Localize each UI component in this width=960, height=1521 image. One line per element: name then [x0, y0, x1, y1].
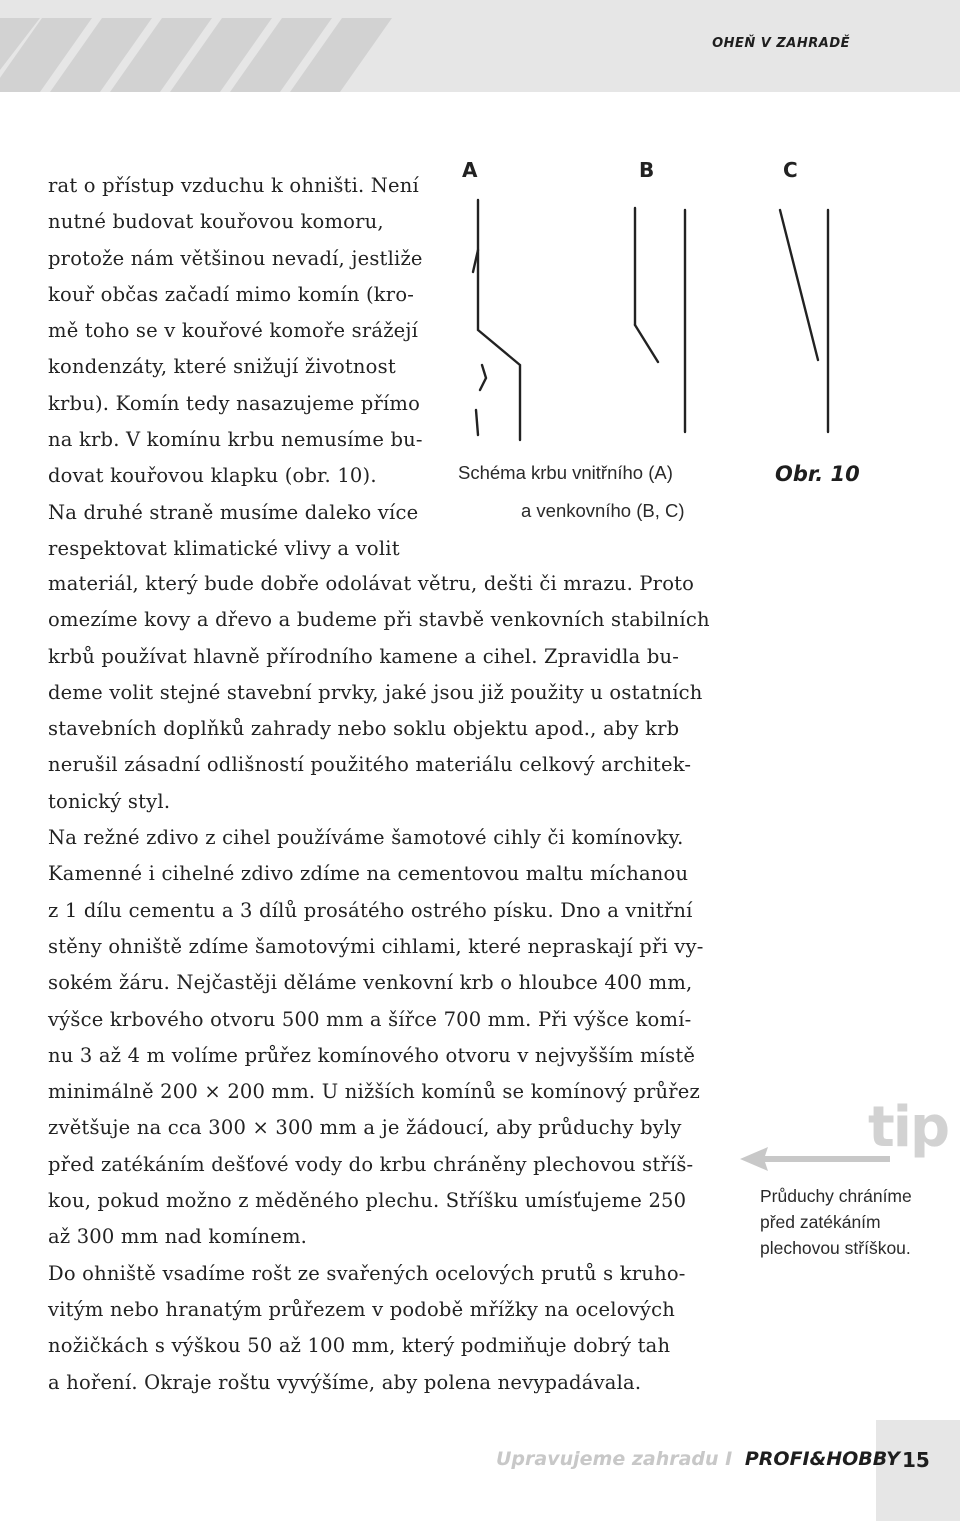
tip-box: [740, 1095, 960, 1295]
text-line: krbů používat hlavně přírodního kamene a cihel. Zpravidla bu-: [48, 644, 680, 668]
text-line: až 300 mm nad komínem.: [48, 1225, 308, 1249]
text-line: minimálně 200 × 200 mm. U nižších komínů se komínový průřez: [48, 1080, 701, 1104]
figure-caption-line-1: Schéma krbu vnitřního (A): [458, 462, 673, 483]
text-line: deme volit stejné stavební prvky, jaké jsou již použity u ostatních: [48, 680, 703, 704]
text-line: nožičkách s výškou 50 až 100 mm, který podmiňuje dobrý tah: [48, 1334, 671, 1358]
text-line: nerušil zásadní odlišností použitého materiálu celkový architek-: [48, 753, 692, 777]
text-line: protože nám většinou nevadí, jestliže: [48, 246, 423, 270]
text-line: krbu). Komín tedy nasazujeme přímo: [48, 391, 421, 415]
text-line: stěny ohniště zdíme šamotovými cihlami, které nepraskají při vy-: [48, 934, 704, 958]
text-line: stavebních doplňků zahrady nebo soklu objektu apod., aby krb: [48, 717, 680, 741]
text-line: kondenzáty, které snižují životnost: [48, 355, 396, 379]
tip-heading: tip: [868, 1095, 949, 1160]
main-paragraphs: [48, 566, 738, 1401]
figure-letter-a: A: [462, 158, 478, 182]
text-line: respektovat klimatické vlivy a volit: [48, 536, 400, 560]
text-line: omezíme kovy a dřevo a budeme při stavbě venkovních stabilních: [48, 608, 710, 632]
page-number: 15: [902, 1448, 930, 1472]
text-line: rat o přístup vzduchu k ohništi. Není: [48, 174, 419, 197]
brand-logo: PROFI&HOBBY: [744, 1448, 900, 1470]
schematic-a-detail: [480, 365, 486, 390]
schematic-a-left-wall: [478, 200, 520, 440]
text-line: Do ohniště vsadíme rošt ze svařených ocelových prutů s kruho-: [48, 1261, 686, 1285]
text-line: Kamenné i cihelné zdivo zdíme na cementovou maltu míchanou: [48, 862, 689, 886]
figure-caption-line-2: a venkovního (B, C): [521, 500, 685, 521]
text-line: a hoření. Okraje roštu vyvýšíme, aby polena nevypadávala.: [48, 1370, 642, 1394]
text-line: vitým nebo hranatým průřezem v podobě mřížky na ocelových: [48, 1297, 675, 1321]
figure-label: Obr. 10: [775, 462, 860, 486]
text-line: mě toho se v kouřové komoře srážejí: [48, 319, 419, 343]
intro-paragraph: [48, 168, 448, 567]
publication-title: Upravujeme zahradu I: [496, 1448, 733, 1470]
text-line: sokém žáru. Nejčastěji děláme venkovní krb o hloubce 400 mm,: [48, 971, 693, 995]
text-line: kou, pokud možno z měděného plechu. Stříšku umísťujeme 250: [48, 1189, 687, 1213]
schematic-b-hood: [635, 325, 658, 362]
text-line: z 1 dílu cementu a 3 dílů prosátého ostrého písku. Dno a vnitřní: [48, 898, 693, 922]
text-line: materiál, který bude dobře odolávat větru, dešti či mrazu. Proto: [48, 572, 695, 595]
schematic-drawing: [440, 150, 860, 450]
text-line: nu 3 až 4 m volíme průřez komínového otvoru v nejvyšším místě: [48, 1043, 696, 1067]
text-line: na krb. V komínu krbu nemusíme bu-: [48, 428, 423, 452]
figure-letter-c: C: [783, 158, 798, 182]
text-line: dovat kouřovou klapku (obr. 10).: [48, 464, 377, 488]
text-line: tonický styl.: [48, 789, 171, 813]
schematic-c-slope: [780, 210, 818, 360]
text-line: zvětšuje na cca 300 × 300 mm a je žádoucí, aby průduchy byly: [48, 1116, 682, 1140]
tip-line: před zatékáním: [760, 1212, 881, 1232]
text-line: výšce krbového otvoru 500 mm a šířce 700 mm. Při výšce komí-: [48, 1007, 692, 1031]
section-title: OHEŇ V ZAHRADĚ: [712, 36, 850, 51]
header-band: [0, 0, 960, 92]
schematic-a-base: [476, 410, 478, 435]
figure-letter-b: B: [639, 158, 655, 182]
footer-publication: [496, 1448, 900, 1470]
tip-line: Průduchy chráníme: [760, 1186, 912, 1206]
text-line: Na druhé straně musíme daleko více: [48, 500, 419, 524]
tip-text: [760, 1183, 912, 1261]
text-line: před zatékáním dešťové vody do krbu chráněny plechovou stříš-: [48, 1152, 694, 1176]
text-line: nutné budovat kouřovou komoru,: [48, 210, 384, 234]
tip-line: plechovou stříškou.: [760, 1238, 911, 1258]
text-line: Na režné zdivo z cihel používáme šamotové cihly či komínovky.: [48, 826, 684, 850]
fireplace-schematic-figure: [440, 150, 860, 450]
text-line: kouř občas začadí mimo komín (kro-: [48, 282, 415, 306]
